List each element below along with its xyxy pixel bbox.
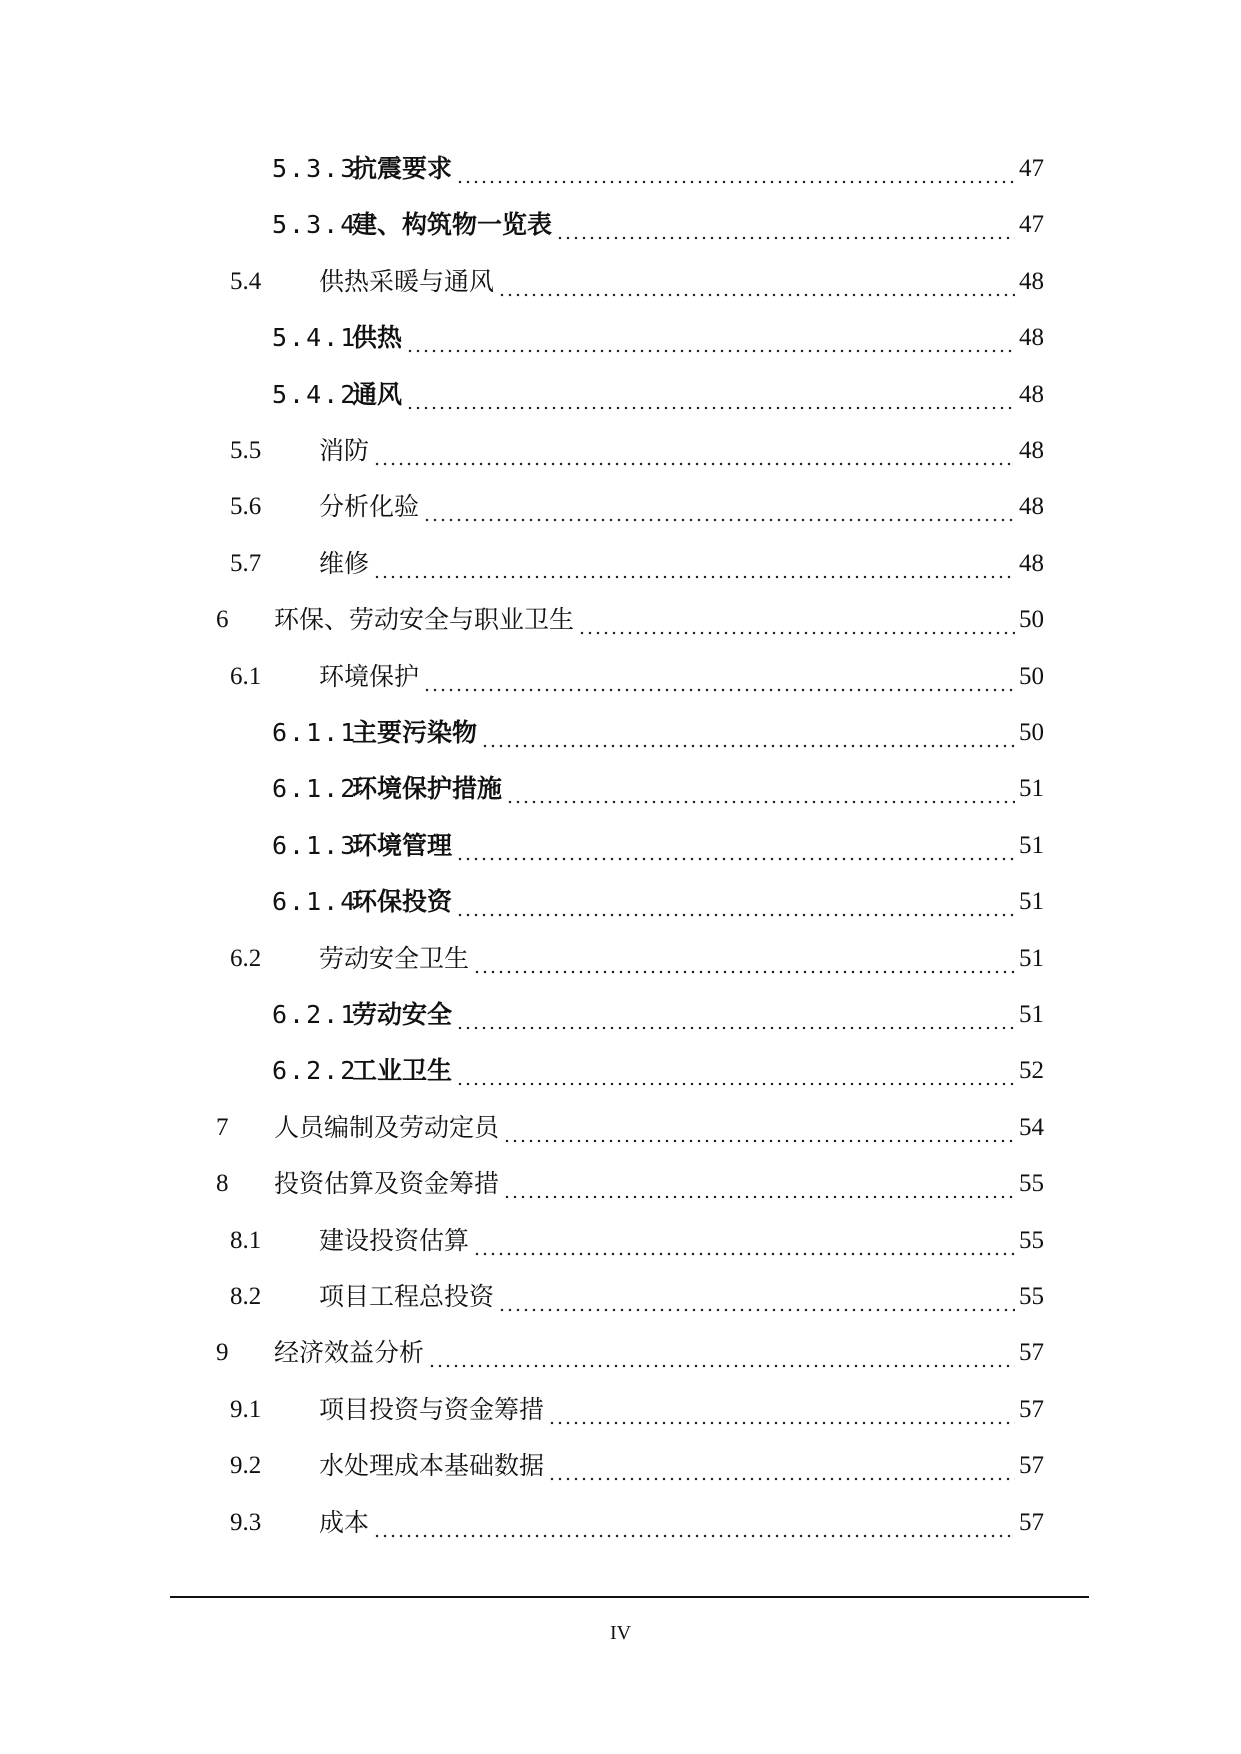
toc-entry[interactable]	[230, 544, 1044, 584]
footer-divider	[170, 1596, 1089, 1598]
toc-entry-title: 主要污染物	[352, 718, 478, 747]
toc-entry-title: 工业卫生	[352, 1056, 453, 1085]
toc-entry-title: 环保、劳动安全与职业卫生	[274, 605, 575, 634]
toc-entry-number: 8.1	[230, 1227, 262, 1254]
toc-entry-title: 消防	[319, 436, 370, 465]
toc-entry[interactable]	[216, 1164, 1044, 1204]
toc-entry-title: 供热	[352, 323, 403, 352]
toc-entry-title: 环境保护措施	[352, 774, 503, 803]
dot-leader	[473, 939, 1015, 979]
toc-entry-page: 57	[1019, 1452, 1044, 1479]
dot-leader	[373, 1503, 1015, 1543]
toc-entry[interactable]	[230, 1446, 1044, 1486]
toc-entry-number: 6.1.3	[272, 831, 358, 860]
dot-leader	[506, 769, 1015, 809]
toc-entry[interactable]	[272, 149, 1044, 189]
toc-entry-title: 维修	[319, 549, 370, 578]
dot-leader	[456, 995, 1015, 1035]
toc-entry-number: 6.1	[230, 663, 262, 690]
toc-entry-number: 9.2	[230, 1452, 262, 1479]
toc-entry-page: 51	[1019, 1001, 1044, 1028]
toc-entry-page: 48	[1019, 324, 1044, 351]
dot-leader	[423, 657, 1015, 697]
toc-entry[interactable]	[272, 882, 1044, 922]
toc-entry-page: 51	[1019, 775, 1044, 802]
toc-entry-title: 建设投资估算	[319, 1226, 470, 1255]
toc-entry-title: 建、构筑物一览表	[352, 210, 553, 239]
toc-entry[interactable]	[272, 205, 1044, 245]
toc-entry[interactable]	[272, 995, 1044, 1035]
toc-entry[interactable]	[272, 713, 1044, 753]
toc-entry-number: 7	[216, 1114, 229, 1141]
toc-entry-page: 48	[1019, 550, 1044, 577]
toc-entry-title: 劳动安全卫生	[319, 944, 470, 973]
dot-leader	[373, 544, 1015, 584]
dot-leader	[373, 431, 1015, 471]
toc-entry-title: 水处理成本基础数据	[319, 1451, 545, 1480]
toc-entry-page: 50	[1019, 719, 1044, 746]
dot-leader	[498, 1277, 1015, 1317]
dot-leader	[456, 1051, 1015, 1091]
toc-entry-number: 5.6	[230, 493, 262, 520]
dot-leader	[423, 487, 1015, 527]
toc-entry[interactable]	[216, 600, 1044, 640]
toc-entry-title: 投资估算及资金筹措	[274, 1169, 500, 1198]
dot-leader	[456, 882, 1015, 922]
toc-entry-title: 劳动安全	[352, 1000, 453, 1029]
toc-entry[interactable]	[272, 826, 1044, 866]
toc-entry-page: 57	[1019, 1339, 1044, 1366]
toc-entry[interactable]	[272, 375, 1044, 415]
toc-entry-number: 8	[216, 1170, 229, 1197]
toc-entry-number: 9.3	[230, 1509, 262, 1536]
toc-entry[interactable]	[230, 262, 1044, 302]
toc-entry-page: 48	[1019, 437, 1044, 464]
toc-entry-number: 6.2	[230, 945, 262, 972]
toc-entry-number: 6.1.2	[272, 774, 358, 803]
dot-leader	[473, 1221, 1015, 1261]
toc-entry[interactable]	[230, 939, 1044, 979]
dot-leader	[456, 149, 1015, 189]
toc-entry-page: 57	[1019, 1396, 1044, 1423]
toc-entry-number: 5.5	[230, 437, 262, 464]
toc-entry-number: 6	[216, 606, 229, 633]
dot-leader	[556, 205, 1015, 245]
dot-leader	[548, 1390, 1015, 1430]
toc-entry-title: 项目工程总投资	[319, 1282, 495, 1311]
toc-entry-page: 50	[1019, 606, 1044, 633]
toc-entry-number: 5.7	[230, 550, 262, 577]
toc-entry-page: 50	[1019, 663, 1044, 690]
dot-leader	[503, 1108, 1015, 1148]
toc-entry-title: 环保投资	[352, 887, 453, 916]
toc-entry[interactable]	[230, 431, 1044, 471]
toc-entry[interactable]	[230, 657, 1044, 697]
toc-entry-title: 供热采暖与通风	[319, 267, 495, 296]
toc-entry-number: 6.2.1	[272, 1000, 358, 1029]
toc-entry[interactable]	[272, 1051, 1044, 1091]
toc-entry-title: 通风	[352, 380, 403, 409]
toc-entry-page: 57	[1019, 1509, 1044, 1536]
toc-entry-page: 55	[1019, 1170, 1044, 1197]
dot-leader	[406, 318, 1015, 358]
toc-entry-page: 51	[1019, 888, 1044, 915]
dot-leader	[498, 262, 1015, 302]
toc-entry-number: 8.2	[230, 1283, 262, 1310]
toc-entry-page: 48	[1019, 493, 1044, 520]
toc-entry-page: 55	[1019, 1283, 1044, 1310]
toc-entry[interactable]	[230, 1221, 1044, 1261]
toc-entry-title: 环境保护	[319, 662, 420, 691]
toc-entry-number: 6.2.2	[272, 1056, 358, 1085]
toc-entry-page: 48	[1019, 268, 1044, 295]
toc-entry-title: 环境管理	[352, 831, 453, 860]
toc-entry[interactable]	[230, 1503, 1044, 1543]
toc-entry-number: 5.4.1	[272, 323, 358, 352]
toc-entry-title: 成本	[319, 1508, 370, 1537]
toc-entry-title: 经济效益分析	[274, 1338, 425, 1367]
toc-entry[interactable]	[216, 1333, 1044, 1373]
toc-entry-number: 5.4	[230, 268, 262, 295]
dot-leader	[503, 1164, 1015, 1204]
page-number: IV	[609, 1622, 632, 1644]
toc-entry-number: 5.3.3	[272, 154, 358, 183]
toc-entry[interactable]	[230, 1390, 1044, 1430]
toc-entry-title: 分析化验	[319, 492, 420, 521]
toc-entry-title: 项目投资与资金筹措	[319, 1395, 545, 1424]
toc-entry-page: 47	[1019, 155, 1044, 182]
toc-entry-page: 48	[1019, 381, 1044, 408]
toc-entry-page: 51	[1019, 945, 1044, 972]
dot-leader	[548, 1446, 1015, 1486]
toc-entry-page: 47	[1019, 211, 1044, 238]
toc-entry-number: 6.1.4	[272, 887, 358, 916]
dot-leader	[578, 600, 1015, 640]
toc-entry-number: 5.3.4	[272, 210, 358, 239]
toc-entry-page: 52	[1019, 1057, 1044, 1084]
toc-entry-title: 抗震要求	[352, 154, 453, 183]
dot-leader	[481, 713, 1015, 753]
toc-entry[interactable]	[272, 769, 1044, 809]
toc-entry[interactable]	[216, 1108, 1044, 1148]
toc-entry[interactable]	[230, 1277, 1044, 1317]
toc-entry-page: 54	[1019, 1114, 1044, 1141]
toc-entry-page: 51	[1019, 832, 1044, 859]
dot-leader	[456, 826, 1015, 866]
dot-leader	[406, 375, 1015, 415]
toc-entry-number: 6.1.1	[272, 718, 358, 747]
dot-leader	[428, 1333, 1015, 1373]
toc-entry-number: 9	[216, 1339, 229, 1366]
toc-entry-number: 9.1	[230, 1396, 262, 1423]
toc-entry-page: 55	[1019, 1227, 1044, 1254]
toc-entry[interactable]	[272, 318, 1044, 358]
toc-entry-number: 5.4.2	[272, 380, 358, 409]
toc-entry-title: 人员编制及劳动定员	[274, 1113, 500, 1142]
toc-entry[interactable]	[230, 487, 1044, 527]
